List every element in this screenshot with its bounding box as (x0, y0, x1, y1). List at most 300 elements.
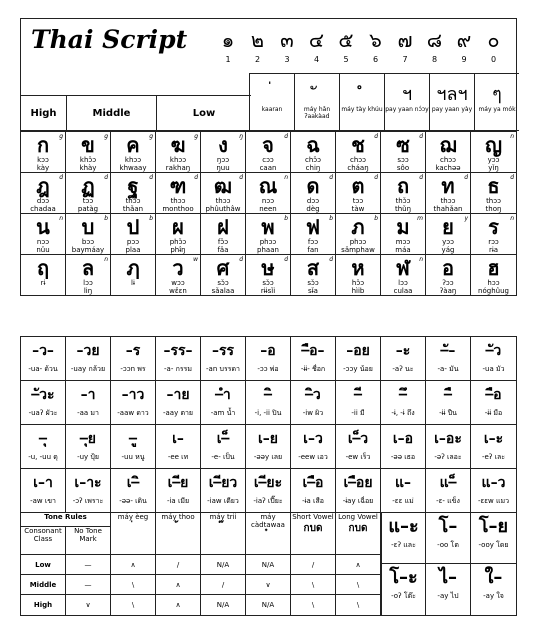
consonant-glyph: ข (81, 133, 95, 157)
consonant-name: lɔɔ liŋ (83, 279, 93, 295)
vowel-glyph: –ื (444, 387, 452, 403)
consonant-name: hɔɔ nóghûug (478, 279, 509, 295)
consonant-cell (246, 255, 291, 296)
vowel-example: -ua- ด้วน (28, 365, 58, 373)
consonant-glyph: ล (81, 256, 95, 280)
digit-number: 5 (343, 55, 349, 64)
tone-column-name: máy èeg (117, 513, 149, 521)
vowel-example: -ɛ- แข็ง (436, 497, 460, 505)
vowel-example: -ɔɔn พร (120, 365, 146, 373)
consonant-glyph: ฤ (36, 256, 50, 280)
consonant-name: yɔɔ yág (441, 238, 455, 254)
vowel-glyph: เ–ือย (343, 475, 373, 491)
final-sound: d (104, 174, 108, 181)
vowel-example: -ɨɨ มือ (484, 409, 503, 417)
digit-glyph: ๑ (221, 28, 235, 52)
vowel-example: -ɨɨ- ชื่อก (300, 365, 326, 373)
consonant-cell (111, 173, 156, 214)
consonant-name: chɔɔ cháaŋ (347, 156, 369, 172)
mark-glyph: ฯลฯ (436, 84, 468, 105)
vowel-example: -ew เร็ว (345, 453, 371, 461)
consonant-cell (291, 214, 336, 255)
consonant-cell (471, 214, 516, 255)
thai-digit (302, 29, 332, 64)
consonant-name: lɔɔ culaa (393, 279, 413, 295)
consonant-glyph: ภ (351, 215, 365, 239)
consonant-glyph: บ (81, 215, 95, 239)
consonant-glyph: ว (172, 256, 184, 280)
final-sound: n (104, 256, 108, 263)
digit-glyph: ๖ (369, 28, 382, 52)
consonant-glyph: ท (441, 174, 455, 198)
final-sound: d (284, 256, 288, 263)
final-sound: b (149, 215, 153, 222)
consonant-name: bɔɔ baymáay (71, 238, 105, 254)
digit-glyph: ๗ (397, 28, 413, 52)
consonant-glyph: ฝ (217, 215, 229, 239)
vowel-example: -ɨay เฉื่อย (342, 497, 374, 505)
consonant-name: khɔɔ khwaay (119, 156, 147, 172)
consonant-name: sɔɔ sôo (396, 156, 410, 172)
mark-glyph: ๆ (492, 84, 502, 105)
vowel-cell (66, 469, 111, 513)
vowel-glyph: –ว– (32, 343, 54, 359)
consonant-name: ʔɔɔ ʔàaŋ (439, 279, 457, 295)
vowel-cell (336, 469, 381, 513)
consonant-cell (156, 214, 201, 255)
consonant-name: phɔɔ phaan (257, 238, 279, 254)
extra-vowel-glyph: ไ– (438, 567, 458, 588)
consonant-cell (291, 132, 336, 173)
vowel-glyph: แ–็ (439, 475, 457, 491)
chart-title: Thai Script (31, 25, 188, 54)
vowel-example: -an บรรดา (206, 365, 240, 373)
consonant-cell (21, 214, 66, 255)
consonant-glyph: จ (262, 133, 274, 157)
consonant-glyph: ย (442, 215, 454, 239)
tone-column-mark: กบด (348, 523, 368, 534)
vowel-cell (471, 425, 516, 469)
vowel-example: -aaw ดาว (117, 409, 149, 417)
thai-digit (272, 29, 302, 64)
tone-value: ∧ (336, 555, 381, 575)
consonant-name: fɔ̌ɔ fǎa (217, 238, 229, 254)
diacritic-mark (249, 73, 294, 131)
final-sound: ŋ (239, 133, 243, 140)
final-sound: d (59, 174, 63, 181)
consonant-name: rɔɔ rɨa (488, 238, 499, 254)
final-sound: n (284, 174, 288, 181)
consonant-cell (201, 173, 246, 214)
final-sound: n (59, 215, 63, 222)
consonant-name: sɔ̌ɔ sɨ̌a (307, 279, 319, 295)
vowel-example: -e- เป็น (211, 453, 235, 461)
vowel-example: -a- กรรม (164, 365, 192, 373)
consonant-glyph: ศ (216, 256, 230, 280)
final-sound: d (284, 133, 288, 140)
vowel-glyph: เ–็ (216, 431, 230, 447)
vowel-example: -iaw เดียว (207, 497, 239, 505)
consonant-glyph: ม (396, 215, 410, 239)
extra-vowel-cell (426, 513, 471, 564)
final-sound: b (329, 215, 333, 222)
vowel-glyph: แ–ว (481, 475, 506, 491)
vowel-cell (426, 469, 471, 513)
mark-name: pay yaan nɔ́ɔy (385, 106, 429, 113)
consonant-glyph: ร (488, 215, 499, 239)
consonant-glyph: ส (306, 256, 320, 280)
diacritic-mark (339, 73, 384, 131)
vowel-example: -uu หนู (121, 453, 145, 461)
final-sound: g (194, 133, 198, 140)
consonant-cell (21, 173, 66, 214)
thai-digit (361, 29, 391, 64)
consonant-name: dɔɔ chadaa (30, 197, 56, 213)
consonant-name: tɔɔ patàg (77, 197, 99, 213)
extra-vowel-cell (471, 513, 516, 564)
vowel-example: -eʔ เละ (481, 453, 506, 461)
consonant-cell (111, 132, 156, 173)
vowel-cell (66, 425, 111, 469)
vowel-glyph: –อ (260, 343, 276, 359)
digit-number: 2 (254, 55, 261, 64)
consonant-cell (21, 255, 66, 296)
consonant-name: cɔɔ caan (259, 156, 277, 172)
consonant-glyph: ช (351, 133, 365, 157)
consonant-glyph: อ (441, 256, 454, 280)
final-sound: d (239, 256, 243, 263)
consonant-cell (156, 132, 201, 173)
tone-column-header (111, 513, 156, 555)
vowel-glyph: –ร (125, 343, 141, 359)
final-sound: g (149, 133, 153, 140)
vowel-glyph: –ุ (39, 431, 47, 447)
consonant-cell (381, 255, 426, 296)
mark-glyph (340, 82, 384, 106)
consonant-name: fɔɔ fan (307, 238, 319, 254)
final-sound: d (149, 174, 153, 181)
tone-value: — (66, 575, 111, 595)
consonant-name: thɔɔ phûuthâw (205, 197, 241, 213)
vowel-glyph: –วย (76, 343, 100, 359)
consonant-name: thɔɔ monthoo (162, 197, 194, 213)
mark-name: pay yaan yày (431, 106, 473, 113)
consonant-name: thɔ̌ɔ thǎan (122, 197, 144, 213)
vowel-cell (246, 337, 291, 381)
mark-glyph (295, 82, 339, 106)
vowel-cell (426, 425, 471, 469)
final-sound: d (419, 133, 423, 140)
consonant-glyph: ผ (172, 215, 184, 239)
thai-digit (479, 29, 509, 64)
extra-vowel-cell (471, 564, 516, 615)
digit-glyph: ๐ (487, 28, 500, 52)
consonant-cell (21, 132, 66, 173)
digit-glyph: ๙ (456, 28, 472, 52)
thai-digit (243, 29, 273, 64)
consonant-name: nɔɔ neen (259, 197, 277, 213)
consonant-glyph: ป (126, 215, 140, 239)
vowel-example: -əəy เลย (253, 453, 283, 461)
consonant-name: hɔ̌ɔ hìib (351, 279, 365, 295)
consonant-cell (381, 132, 426, 173)
consonant-cell (201, 132, 246, 173)
vowel-cell (111, 337, 156, 381)
consonant-glyph: ซ (396, 133, 410, 157)
vowel-cell (201, 337, 246, 381)
final-sound: d (239, 174, 243, 181)
consonant-cell (336, 214, 381, 255)
extra-vowel-example: -ɛʔ และ (391, 541, 416, 549)
extra-vowel-glyph: แ–ะ (388, 516, 419, 537)
extra-vowel-example: -ooy โดย (478, 541, 509, 549)
digit-glyph: ๓ (280, 28, 294, 52)
vowel-cell (471, 381, 516, 425)
vowel-glyph: –ู (129, 431, 137, 447)
vowel-cell (201, 469, 246, 513)
extra-vowel-glyph: โ–ย (478, 516, 509, 537)
consonant-glyph: ถ (396, 174, 410, 198)
final-sound: d (329, 256, 333, 263)
consonant-name: mɔɔ máa (395, 238, 411, 254)
vowel-cell (336, 337, 381, 381)
tone-value: ∧ (111, 555, 156, 575)
extra-vowel-cell (381, 564, 426, 615)
vowel-glyph: เ–ย (258, 431, 278, 447)
vowel-cell (156, 381, 201, 425)
vowel-example: -eew เอว (298, 453, 328, 461)
vowel-cell (156, 337, 201, 381)
no-tone-mark-label: No Tone Mark (66, 527, 111, 555)
vowel-example: -aa มา (77, 409, 99, 417)
consonant-cell (471, 132, 516, 173)
vowel-cell (381, 337, 426, 381)
consonant-glyph: ฮ (487, 256, 500, 280)
vowel-cell (291, 425, 336, 469)
vowel-example: -iw ผิว (302, 409, 324, 417)
vowel-cell (426, 337, 471, 381)
vowel-glyph: –ิว (305, 387, 321, 403)
mark-name: kaaran (261, 106, 283, 113)
digit-number: 8 (431, 55, 438, 64)
consonant-glyph: ฑ (169, 174, 187, 198)
final-sound: n (510, 215, 514, 222)
vowel-cell (111, 425, 156, 469)
vowel-example: -uaʔ ผัวะ (28, 409, 58, 417)
vowel-example: -a- มัน (437, 365, 459, 373)
extra-vowel-glyph: โ–ะ (389, 567, 418, 588)
vowel-example: -am น้ำ (210, 409, 236, 417)
final-sound: g (59, 133, 63, 140)
class-header: Middle (66, 95, 156, 131)
extra-vowel-example: -ay ใจ (483, 592, 504, 600)
consonant-glyph: ค (126, 133, 140, 157)
final-sound: d (374, 174, 378, 181)
tone-column-header (201, 513, 246, 555)
consonant-name: chɔɔ kachəə (435, 156, 461, 172)
vowel-glyph: เ–อ (392, 431, 414, 447)
vowel-glyph: เ–ียะ (253, 475, 283, 491)
consonant-name: thɔɔ thoŋ (485, 197, 502, 213)
vowel-cell (471, 469, 516, 513)
vowel-example: -ɔɔy น้อย (343, 365, 373, 373)
tone-value: N/A (201, 555, 246, 575)
consonant-grid (21, 131, 516, 295)
final-sound: b (374, 215, 378, 222)
consonant-name: wɔɔ wɛ̌ɛn (169, 279, 187, 295)
vowel-glyph: –าว (121, 387, 145, 403)
consonant-glyph: ฐ (127, 174, 139, 198)
tone-column-mark (201, 521, 245, 536)
vowel-cell (246, 425, 291, 469)
consonant-name: yɔɔ yǐŋ (487, 156, 500, 172)
consonant-glyph: น (36, 215, 50, 239)
consonant-glyph: ฉ (306, 133, 320, 157)
vowel-cell (471, 337, 516, 381)
diacritic-mark (429, 73, 474, 131)
vowel-chart (20, 336, 517, 616)
vowel-cell (156, 425, 201, 469)
vowel-example: -ɛɛ แม่ (392, 497, 414, 505)
vowel-cell (246, 381, 291, 425)
final-sound: n (510, 133, 514, 140)
vowel-glyph: –าย (166, 387, 190, 403)
consonant-class-label: Consonant Class (21, 527, 66, 555)
consonant-cell (291, 255, 336, 296)
final-sound: d (419, 174, 423, 181)
consonant-glyph: ฎ (36, 174, 50, 198)
consonant-cell (66, 132, 111, 173)
consonant-name: thɔɔ thahǎan (433, 197, 463, 213)
vowel-cell (66, 337, 111, 381)
thai-digit (390, 29, 420, 64)
consonant-cell (111, 214, 156, 255)
diacritic-mark (384, 73, 429, 131)
tone-value: ∨ (246, 575, 291, 595)
consonant-glyph: ฟ (305, 215, 321, 239)
consonant-name: kɔɔ kày (36, 156, 50, 172)
tone-column-header (336, 513, 381, 555)
vowel-example: -uay กล้วย (70, 365, 106, 373)
digit-number: 6 (372, 55, 379, 64)
vowel-example: -ɛɛw แมว (477, 497, 510, 505)
diacritic-mark (474, 73, 519, 131)
consonant-glyph: ต (351, 174, 365, 198)
consonant-cell (246, 132, 291, 173)
consonant-glyph: ด (306, 174, 320, 198)
extra-vowel-example: -oo โต (437, 541, 459, 549)
vowel-glyph: –ั– (440, 343, 456, 359)
vowel-example: -ɨɨ ปืน (439, 409, 457, 417)
digit-glyph: ๘ (426, 28, 443, 52)
diacritic-mark (294, 73, 339, 131)
consonant-cell (111, 255, 156, 296)
consonant-cell (201, 214, 246, 255)
vowel-cell (111, 469, 156, 513)
tone-value: N/A (246, 555, 291, 575)
consonant-glyph: ฏ (81, 174, 95, 198)
tone-column-name: máy càdtawaa (251, 513, 285, 529)
digit-glyph: ๕ (338, 28, 354, 52)
consonant-name: khɔ̌ɔ khày (79, 156, 97, 172)
tone-column-mark (111, 521, 155, 536)
vowel-glyph: เ–ีย (167, 475, 189, 491)
final-sound: n (419, 256, 423, 263)
vowel-example: -əə- เดิน (119, 497, 147, 505)
consonant-glyph: ญ (484, 133, 503, 157)
consonant-name: chɔ̌ɔ chiŋ (305, 156, 321, 172)
consonant-cell (336, 132, 381, 173)
consonant-cell (426, 173, 471, 214)
tone-value: \ (111, 575, 156, 595)
extra-vowel-glyph: ใ– (484, 567, 503, 588)
consonant-name: ŋɔɔ ŋuu (216, 156, 230, 172)
consonant-glyph: พ (261, 215, 275, 239)
tone-column-name: máy trii (209, 513, 237, 521)
vowel-glyph: –ือ– (301, 343, 325, 359)
consonant-cell (201, 255, 246, 296)
vowel-cell (66, 381, 111, 425)
vowel-example: -ɔʔ เพราะ (72, 497, 104, 505)
extra-vowel-cell (381, 513, 426, 564)
final-sound: d (374, 133, 378, 140)
vowel-glyph: –ัวะ (31, 387, 55, 403)
tone-value: / (201, 575, 246, 595)
digit-number: 0 (490, 55, 497, 64)
vowel-glyph: เ–ิ (126, 475, 140, 491)
thai-digit (449, 29, 479, 64)
digit-number: 9 (461, 55, 467, 64)
vowel-example: -aʔ นะ (392, 365, 414, 373)
vowel-glyph: เ–ือ (302, 475, 324, 491)
consonant-name: rɨ (40, 279, 46, 287)
consonant-glyph: ฬ (396, 256, 410, 280)
vowel-cell (21, 425, 66, 469)
consonant-cell (156, 173, 201, 214)
digit-number: 3 (284, 55, 290, 64)
consonant-name: tɔɔ tàw (351, 197, 365, 213)
vowel-cell (381, 425, 426, 469)
consonant-cell (426, 214, 471, 255)
vowel-example: -ia เมีย (166, 497, 190, 505)
vowel-example: -iaʔ เปี๊ยะ (253, 497, 283, 505)
mark-glyph: ฯ (401, 84, 413, 105)
tone-value: N/A (246, 595, 291, 615)
digit-number: 7 (402, 55, 408, 64)
tone-column-name: Short Vowel (292, 513, 334, 521)
consonant-glyph: ง (218, 133, 228, 157)
vowel-glyph: เ–อะ (434, 431, 462, 447)
consonant-name: thɔ̌ɔ thǔŋ (394, 197, 412, 213)
vowel-cell (381, 469, 426, 513)
vowel-example: -ua มัว (482, 365, 505, 373)
consonant-glyph: ษ (261, 256, 275, 280)
class-header: High (21, 95, 66, 131)
vowel-example: -ee เท (167, 453, 189, 461)
consonant-cell (426, 255, 471, 296)
consonant-cell (66, 255, 111, 296)
tone-rules-title: Tone Rules (21, 513, 111, 527)
consonant-chart (20, 18, 517, 296)
tone-value: ∨ (66, 595, 111, 615)
consonant-name: phɔ̌ɔ phɨ̂ŋ (169, 238, 187, 254)
tone-value: — (66, 555, 111, 575)
final-sound: m (417, 215, 423, 222)
consonant-name: pɔɔ plaa (125, 238, 141, 254)
tone-value: \ (336, 595, 381, 615)
thai-digit (420, 29, 450, 64)
consonant-name: phɔɔ sǎmphaw (341, 238, 375, 254)
